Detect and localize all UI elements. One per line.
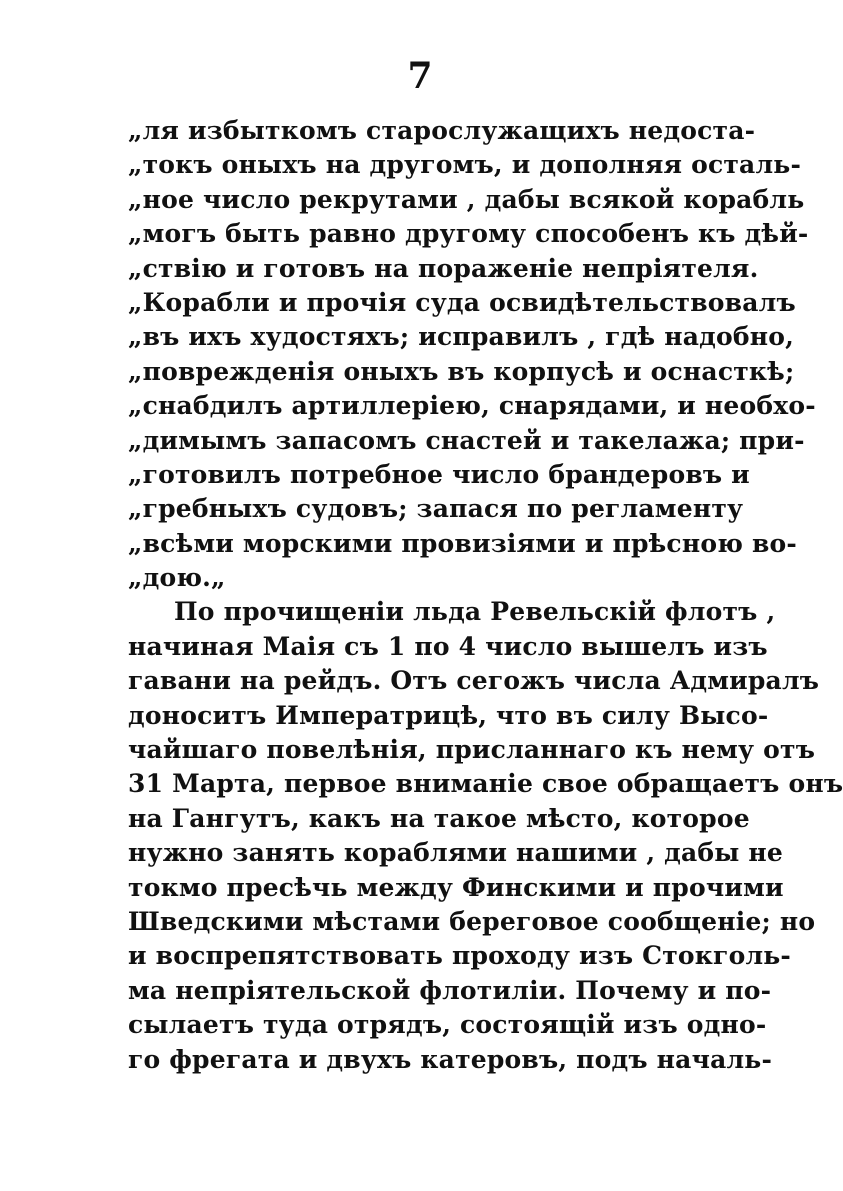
quote-line: „ное число рекрутами , дабы всякой корабль (128, 184, 805, 214)
paragraph-line: начиная Маія съ 1 по 4 число вышелъ изъ (128, 631, 768, 661)
paragraph-line: го фрегата и двухъ катеровъ, подъ началь- (128, 1044, 773, 1074)
quote-line: „дою.„ (128, 563, 226, 593)
quote-line: „димымъ запасомъ снастей и такелажа; при- (128, 425, 805, 455)
quote-line: „поврежденія оныхъ въ корпусѣ и оснасткѣ; (128, 356, 795, 386)
paragraph-line: нужно занять кораблями нашими , дабы не (128, 838, 784, 868)
quote-line: „ствію и готовъ на пораженіе непріятеля. (128, 253, 759, 283)
quote-line: „ля избыткомъ старослужащихъ недоста- (128, 116, 756, 145)
quote-line: „въ ихъ худостяхъ; исправилъ , гдѣ надобно, (128, 322, 795, 352)
body-text (128, 114, 843, 1077)
quote-line: „снабдилъ артиллеріею, снарядами, и необхо- (128, 391, 816, 421)
paragraph-line: По прочищеніи льда Ревельскій флотъ , (174, 597, 776, 627)
paragraph-line: доноситъ Императрицѣ, что въ силу Высо- (128, 700, 769, 730)
paragraph-line: гавани на рейдъ. Отъ сегожъ числа Адмиралъ (128, 666, 820, 696)
quote-line: „всѣми морскими провизіями и прѣсною во- (128, 528, 797, 558)
quote-line: „могъ быть равно другому способенъ къ дѣй- (128, 219, 809, 249)
paragraph-line: на Гангутъ, какъ на такое мѣсто, которое (128, 803, 750, 833)
paragraph-line: Шведскими мѣстами береговое сообщеніе; но (128, 906, 816, 936)
paragraph-line: чайшаго повелѣнія, присланнаго къ нему отъ (128, 735, 816, 765)
paragraph-line: токмо пресѣчь между Финскими и прочими (128, 872, 784, 902)
paragraph-line: и воспрепятствовать проходу изъ Стокголь- (128, 941, 792, 971)
quote-line: „готовилъ потребное число брандеровъ и (128, 459, 750, 489)
quote-line: „токъ оныхъ на другомъ, и дополняя осталь- (128, 150, 802, 180)
page-number: 7 (407, 55, 433, 97)
quote-line: „гребныхъ судовъ; запася по регламенту (128, 494, 744, 524)
quote-line: „Корабли и прочія суда освидѣтельствовалъ (128, 287, 796, 317)
paragraph-line: 31 Марта, первое вниманіе свое обращаетъ онъ (128, 769, 843, 799)
paragraph-line: сылаетъ туда отрядъ, состоящій изъ одно- (128, 1010, 767, 1040)
paragraph-line: ма непріятельской флотиліи. Почему и по- (128, 975, 772, 1005)
